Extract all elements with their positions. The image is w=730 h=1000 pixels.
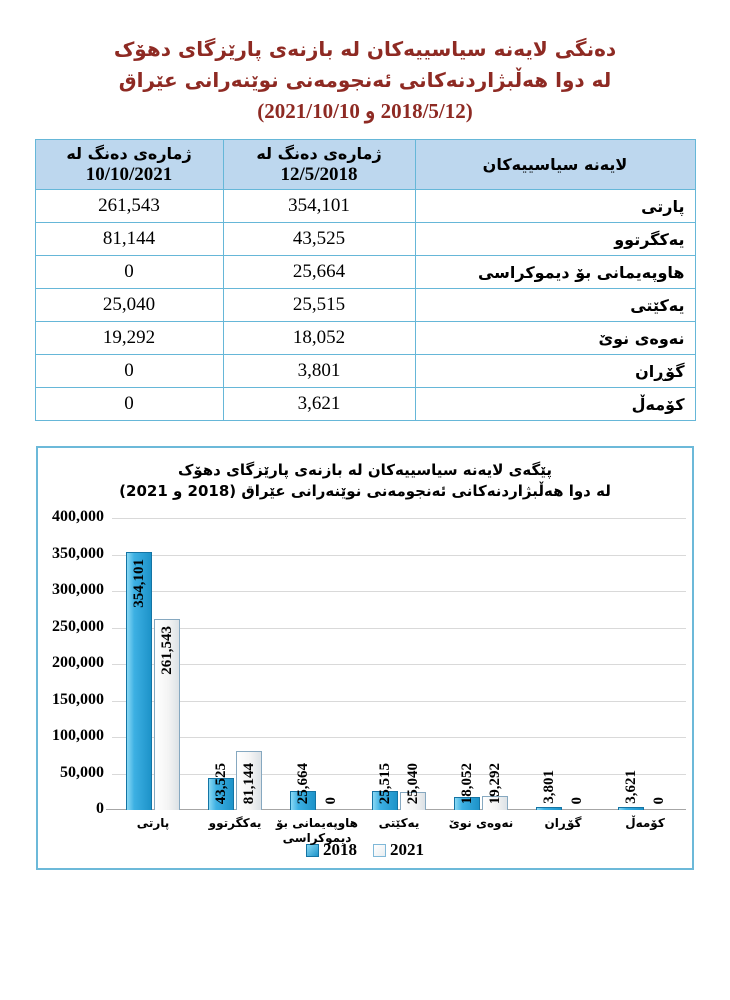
gridline bbox=[112, 591, 686, 592]
x-axis-label: گۆڕان bbox=[544, 816, 582, 830]
party-name-cell: هاوپەیمانی بۆ دیموکراسی bbox=[415, 256, 695, 289]
legend-label: 2021 bbox=[390, 840, 424, 859]
bar-data-label: 81,144 bbox=[241, 762, 257, 804]
y-axis-tick-label: 350,000 bbox=[52, 544, 104, 562]
chart-bar-2018 bbox=[536, 807, 562, 810]
table-row bbox=[35, 322, 695, 355]
votes-value-cell: 0 bbox=[35, 256, 223, 289]
party-name-cell: نەوەی نوێ bbox=[415, 322, 695, 355]
table-row bbox=[35, 388, 695, 421]
votes-value-cell: 81,144 bbox=[35, 223, 223, 256]
bar-data-label: 3,621 bbox=[623, 770, 639, 804]
votes-value-cell: 0 bbox=[35, 388, 223, 421]
header-parties bbox=[415, 140, 695, 190]
table-header-row bbox=[35, 140, 695, 190]
chart-title-line-1: پێگەی لایەنە سیاسییەکان لە بازنەی پارێزگای دهۆک bbox=[178, 461, 552, 479]
y-axis-tick-label: 200,000 bbox=[52, 654, 104, 671]
legend-item bbox=[373, 840, 424, 860]
y-axis-tick-label: 250,000 bbox=[52, 617, 104, 635]
votes-value-cell: 19,292 bbox=[35, 322, 223, 355]
bar-data-label: 0 bbox=[651, 796, 667, 804]
gridline bbox=[112, 555, 686, 556]
table-row bbox=[35, 355, 695, 388]
party-name-cell: گۆڕان bbox=[415, 355, 695, 388]
y-axis-tick-label: 100,000 bbox=[52, 727, 104, 744]
header-votes-2018-date: 12/5/2018 bbox=[280, 164, 358, 185]
header-votes-2021-label: ژمارەی دەنگ لە bbox=[66, 144, 192, 163]
x-axis-label: یەکگرتوو bbox=[208, 816, 262, 830]
chart-title bbox=[38, 460, 692, 502]
table-row bbox=[35, 223, 695, 256]
bar-data-label: 19,292 bbox=[487, 762, 503, 804]
votes-table bbox=[35, 139, 696, 421]
votes-value-cell: 354,101 bbox=[223, 190, 415, 223]
votes-value-cell: 0 bbox=[35, 355, 223, 388]
gridline bbox=[112, 701, 686, 702]
x-axis-label: پارتی bbox=[136, 816, 170, 830]
chart-plot-area bbox=[52, 508, 686, 845]
header-parties-label: لایەنە سیاسییەکان bbox=[482, 155, 628, 174]
votes-value-cell: 3,621 bbox=[223, 388, 415, 421]
bar-data-label: 25,515 bbox=[377, 762, 393, 804]
bar-data-label: 3,801 bbox=[541, 770, 557, 804]
votes-value-cell: 261,543 bbox=[35, 190, 223, 223]
header-votes-2018 bbox=[223, 140, 415, 190]
party-name-cell: پارتی bbox=[415, 190, 695, 223]
votes-value-cell: 18,052 bbox=[223, 322, 415, 355]
y-axis-tick-label: 300,000 bbox=[52, 581, 104, 598]
header-votes-2021 bbox=[35, 140, 223, 190]
party-name-cell: یەکێتی bbox=[415, 289, 695, 322]
bar-data-label: 25,664 bbox=[295, 762, 311, 804]
legend-label: 2018 bbox=[323, 840, 357, 859]
x-axis-label: یەکێتی bbox=[378, 816, 420, 830]
table-row bbox=[35, 289, 695, 322]
votes-value-cell: 25,040 bbox=[35, 289, 223, 322]
document-title bbox=[0, 34, 730, 127]
votes-value-cell: 3,801 bbox=[223, 355, 415, 388]
votes-value-cell: 43,525 bbox=[223, 223, 415, 256]
chart-bar-2018 bbox=[618, 807, 644, 810]
header-votes-2021-date: 10/10/2021 bbox=[85, 164, 173, 185]
gridline bbox=[112, 518, 686, 519]
bar-data-label: 18,052 bbox=[459, 762, 475, 804]
bar-data-label: 354,101 bbox=[131, 558, 147, 608]
table-row bbox=[35, 256, 695, 289]
gridline bbox=[112, 774, 686, 775]
y-axis-tick-label: 0 bbox=[96, 800, 104, 817]
y-axis-tick-label: 150,000 bbox=[52, 690, 104, 708]
gridline bbox=[112, 737, 686, 738]
chart-title-line-2: لە دوا هەڵبژاردنەکانی ئەنجومەنی نوێنەرانی عێراق (2018 و 2021) bbox=[119, 482, 611, 500]
gridline bbox=[112, 664, 686, 665]
bar-data-label: 0 bbox=[569, 796, 585, 804]
document-title-line-2: لە دوا هەڵبژاردنەکانی ئەنجومەنی نوێنەرانی عێراق bbox=[118, 68, 612, 92]
y-axis-tick-label: 400,000 bbox=[52, 508, 104, 525]
bar-data-label: 0 bbox=[323, 796, 339, 804]
votes-value-cell: 25,515 bbox=[223, 289, 415, 322]
party-name-cell: کۆمەڵ bbox=[415, 388, 695, 421]
document-title-line-1: دەنگی لایەنە سیاسییەکان لە بازنەی پارێزگای دهۆک bbox=[113, 37, 617, 61]
bar-data-label: 43,525 bbox=[213, 762, 229, 804]
party-name-cell: یەکگرتوو bbox=[415, 223, 695, 256]
gridline bbox=[112, 628, 686, 629]
x-axis-label: کۆمەڵ bbox=[625, 816, 665, 830]
legend-swatch-2021 bbox=[373, 844, 386, 857]
x-axis-label: نەوەی نوێ bbox=[448, 816, 514, 830]
bar-data-label: 261,543 bbox=[159, 626, 175, 675]
votes-value-cell: 25,664 bbox=[223, 256, 415, 289]
header-votes-2018-label: ژمارەی دەنگ لە bbox=[256, 144, 382, 163]
document-title-dates: (2018/5/12 و 2021/10/10) bbox=[257, 99, 473, 123]
table-row bbox=[35, 190, 695, 223]
y-axis-tick-label: 50,000 bbox=[60, 763, 104, 781]
chart-box bbox=[36, 446, 694, 870]
bar-data-label: 25,040 bbox=[405, 762, 421, 804]
x-axis-label: هاوپەیمانی بۆ دیموکراسی bbox=[276, 816, 358, 845]
